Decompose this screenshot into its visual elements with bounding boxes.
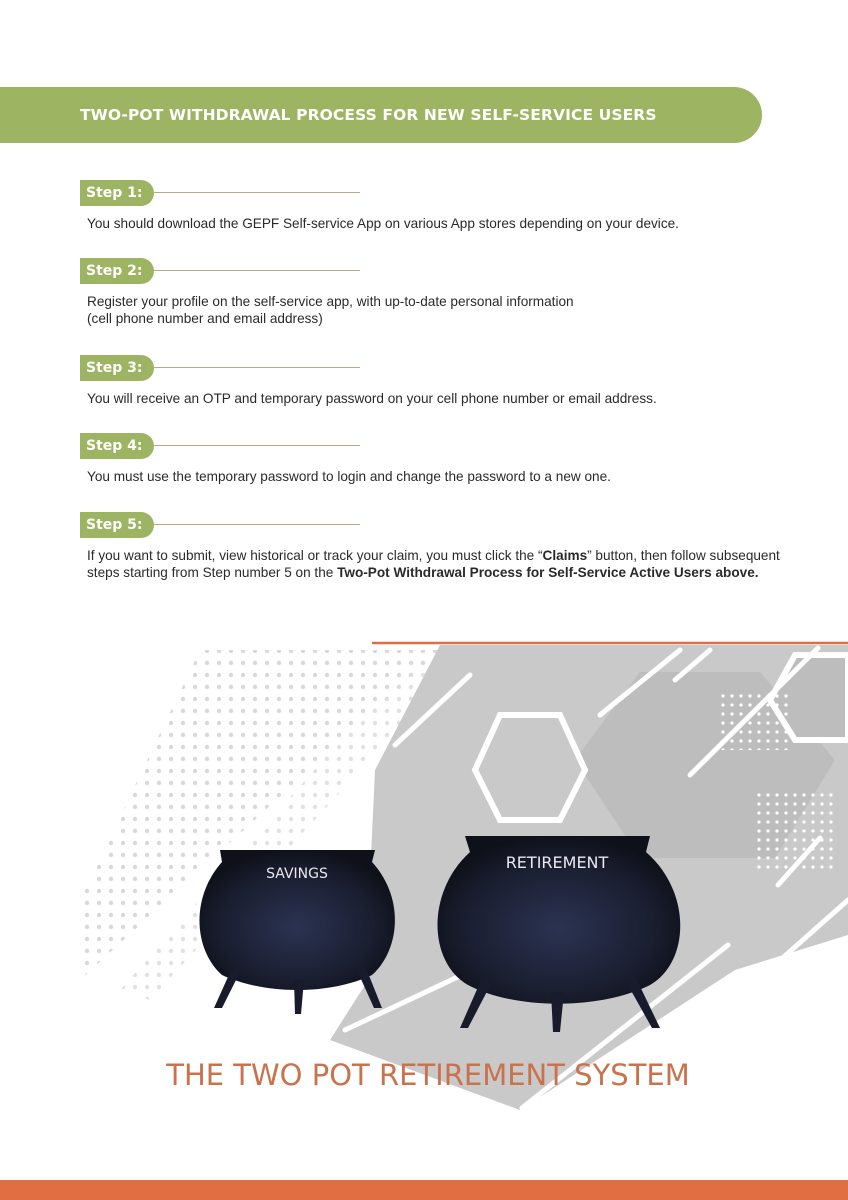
step-text-line: (cell phone number and email address): [87, 311, 323, 326]
illustration-caption: THE TWO POT RETIREMENT SYSTEM: [166, 1058, 690, 1092]
step-text: You will receive an OTP and temporary password on your cell phone number or email address.: [87, 391, 657, 406]
step-text-part: ” button, then follow subsequent steps starting from Step number 5 on the: [87, 548, 780, 580]
step-text-part: If you want to submit, view historical or track your claim, you must click the “: [87, 548, 543, 563]
step-label: Step 1:: [80, 180, 154, 206]
pot-label-savings: SAVINGS: [266, 866, 328, 882]
hexagon-shape: [475, 715, 585, 820]
step-divider: [154, 270, 360, 271]
step-label: Step 2:: [80, 258, 154, 284]
step-divider: [154, 524, 360, 525]
step-text: You should download the GEPF Self-service App on various App stores depending on your device.: [87, 216, 679, 231]
step-divider: [154, 367, 360, 368]
process-reference: Two-Pot Withdrawal Process for Self-Service Active Users above.: [337, 565, 759, 580]
step-3: [80, 355, 780, 407]
step-2: [80, 258, 780, 327]
step-4: [80, 433, 780, 485]
page-title: TWO-POT WITHDRAWAL PROCESS FOR NEW SELF-SERVICE USERS: [80, 106, 657, 124]
step-label: Step 5:: [80, 512, 154, 538]
step-divider: [154, 192, 360, 193]
step-text: [87, 547, 780, 581]
header-banner: [0, 87, 762, 143]
retirement-pot: [438, 836, 681, 1032]
step-text: [87, 293, 780, 327]
step-1: [80, 180, 780, 232]
step-text-line: Register your profile on the self-service app, with up-to-date personal information: [87, 294, 574, 309]
footer-bar: [0, 1180, 848, 1200]
step-text: You must use the temporary password to login and change the password to a new one.: [87, 469, 611, 484]
step-divider: [154, 445, 360, 446]
pot-label-retirement: RETIREMENT: [505, 853, 609, 872]
dot-pattern: [755, 790, 835, 870]
dot-pattern: [720, 690, 790, 750]
step-label: Step 4:: [80, 433, 154, 459]
step-5: [80, 512, 780, 581]
claims-emphasis: Claims: [542, 548, 588, 563]
step-label: Step 3:: [80, 355, 154, 381]
two-pot-illustration: [0, 630, 848, 1130]
